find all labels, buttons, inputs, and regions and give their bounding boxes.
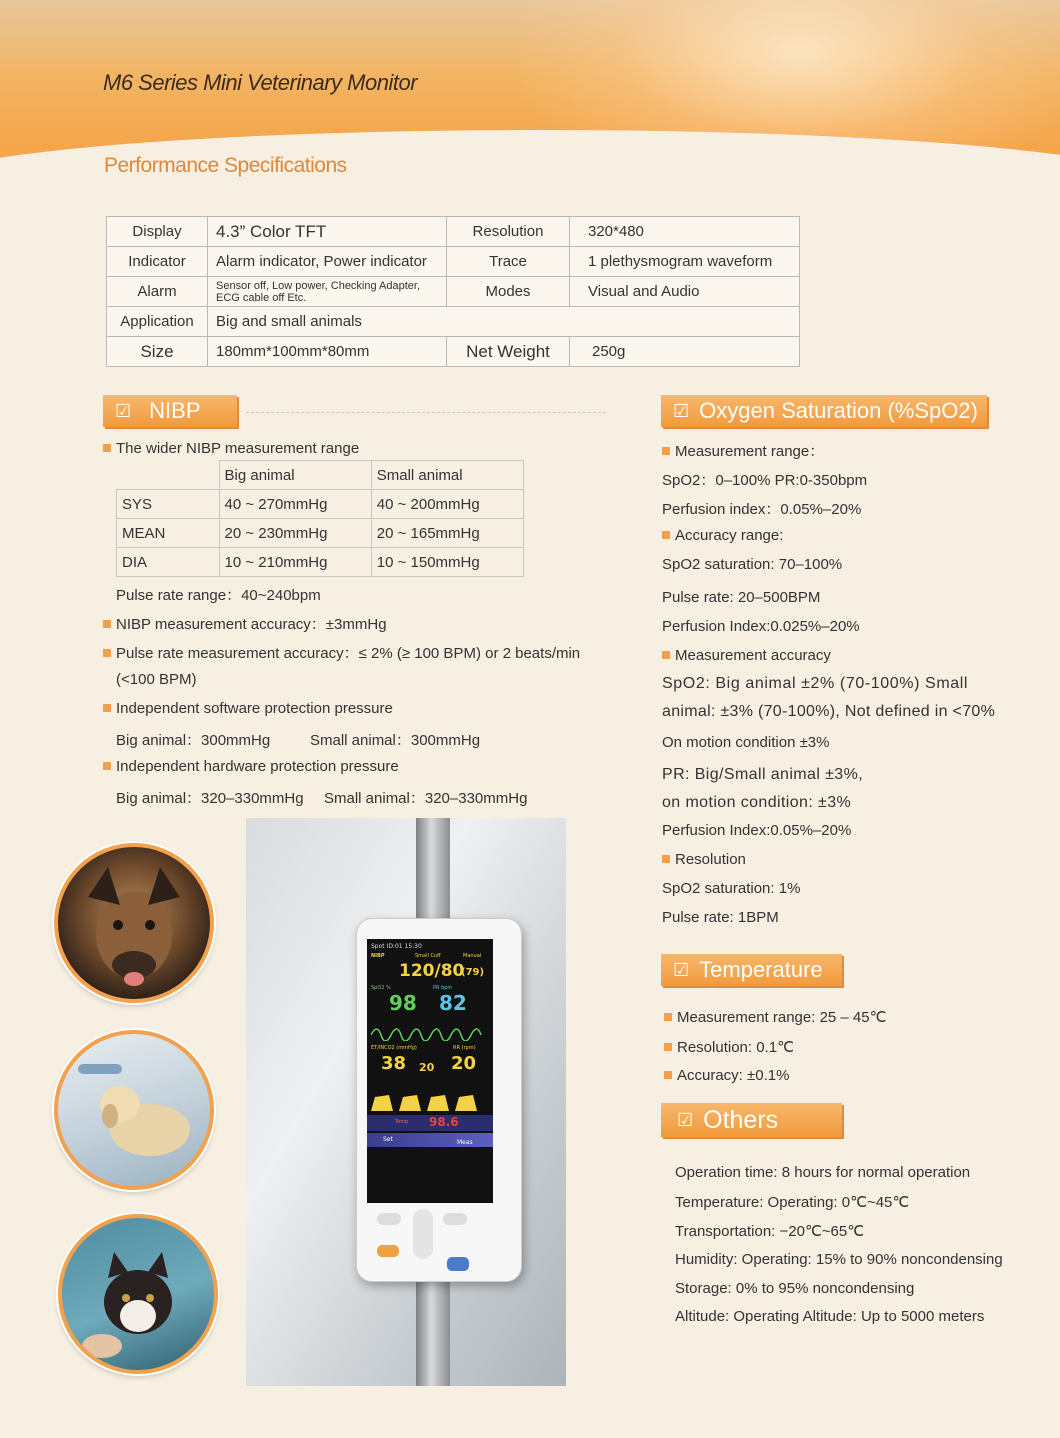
dog-illustration — [58, 847, 210, 999]
pulse-accuracy: Pulse rate measurement accuracy：≤ 2% (≥ 100 BPM) or 2 beats/min — [103, 642, 580, 663]
spo2-line: SpO2 saturation: 1% — [662, 880, 801, 897]
screen-etco2: 38 — [381, 1053, 407, 1074]
spo2-line: Measurement range： — [662, 440, 824, 461]
table-row — [117, 519, 524, 548]
spec-value: 1 plethysmogram waveform — [570, 247, 800, 277]
table-corner — [117, 461, 220, 490]
divider — [246, 412, 606, 413]
others-line: Transportation: −20℃~65℃ — [675, 1223, 865, 1240]
spec-label: Display — [107, 217, 208, 247]
spo2-line: Resolution — [662, 851, 746, 868]
screen-pr-label: PR bpm — [433, 985, 453, 991]
screen-status: Spot ID:01 15:30 — [371, 943, 422, 950]
left-key[interactable] — [377, 1213, 401, 1225]
table-row — [117, 548, 524, 577]
spec-value — [208, 277, 447, 307]
cell-big: 10 ~ 210mmHg — [219, 548, 371, 577]
software-small: Small animal：300mmHg — [310, 732, 481, 749]
screen-set: Set — [383, 1136, 393, 1143]
dog-photo — [54, 843, 214, 1003]
right-key[interactable] — [443, 1213, 467, 1225]
screen-meas: Meas — [457, 1139, 473, 1146]
cell-big: 40 ~ 270mmHg — [219, 490, 371, 519]
hardware-small: Small animal：320–330mmHg — [324, 790, 528, 807]
screen-mode: Manual — [463, 953, 482, 959]
spo2-line: Pulse rate: 20–500BPM — [662, 589, 821, 606]
nibp-range-table — [116, 460, 524, 577]
spec-value: 4.3” Color TFT — [208, 217, 447, 247]
spo2-line: SpO2 saturation: 70–100% — [662, 556, 843, 573]
vet-cat-illustration — [62, 1218, 214, 1370]
table-header: Big animal — [219, 461, 371, 490]
row-label: DIA — [117, 548, 220, 577]
vet-dog-illustration — [58, 1034, 210, 1186]
cell-small: 10 ~ 150mmHg — [371, 548, 523, 577]
screen-bp-mean: (79) — [461, 967, 485, 978]
spec-table — [106, 216, 800, 367]
alarm-line: ECG cable off Etc. — [216, 291, 307, 304]
others-line: Operation time: 8 hours for normal operation — [675, 1164, 971, 1181]
brochure-title: M6 Series Mini Veterinary Monitor — [103, 70, 418, 95]
spo2-line: On motion condition ±3% — [662, 734, 830, 751]
cell-big: 20 ~ 230mmHg — [219, 519, 371, 548]
spec-value: 250g — [570, 337, 800, 367]
checkbox-icon: ☑ — [677, 1109, 694, 1130]
pleth-waveform — [371, 1021, 489, 1041]
screen-rr: 20 — [451, 1053, 477, 1074]
others-heading-text: Others — [703, 1105, 779, 1134]
screen-temp-label: Temp — [395, 1119, 409, 1125]
alarm-line: Sensor off, Low power, Checking Adapter, — [216, 279, 421, 292]
spec-value: Alarm indicator, Power indicator — [208, 247, 447, 277]
co2-waveform — [371, 1085, 489, 1113]
nibp-range-intro: The wider NIBP measurement range — [103, 440, 359, 457]
spo2-line: SpO2：0–100% PR:0-350bpm — [662, 472, 868, 489]
screen-bp: 120/80 — [399, 961, 465, 981]
spo2-heading — [661, 395, 987, 427]
others-line: Storage: 0% to 95% noncondensing — [675, 1280, 915, 1297]
spec-value: 320*480 — [570, 217, 800, 247]
header-banner — [0, 0, 1060, 215]
row-label: MEAN — [117, 519, 220, 548]
screen-spo2-label: SpO2 % — [371, 985, 391, 991]
power-key[interactable] — [377, 1245, 399, 1257]
spec-value: Visual and Audio — [570, 277, 800, 307]
nav-rocker[interactable] — [413, 1209, 433, 1259]
hardware-protection: Independent hardware protection pressure — [103, 758, 399, 775]
product-photo — [246, 818, 566, 1386]
screen-rr-label: RR (rpm) — [453, 1045, 476, 1051]
temp-range: Measurement range: 25 – 45℃ — [664, 1008, 886, 1026]
checkbox-icon: ☑ — [673, 400, 690, 421]
table-row — [117, 490, 524, 519]
vet-cat-photo — [58, 1214, 218, 1374]
monitor-device — [356, 918, 522, 1282]
row-label: SYS — [117, 490, 220, 519]
spec-label: Modes — [447, 277, 570, 307]
cell-small: 40 ~ 200mmHg — [371, 490, 523, 519]
nibp-heading — [103, 395, 237, 427]
vet-dog-photo — [54, 1030, 214, 1190]
spo2-heading-text: Oxygen Saturation (%SpO2) — [699, 398, 978, 423]
spec-label: Net Weight — [447, 337, 570, 367]
spo2-line: Pulse rate: 1BPM — [662, 909, 779, 926]
spo2-line: SpO2: Big animal ±2% (70-100%) Small — [662, 675, 969, 692]
software-big: Big animal：300mmHg — [116, 732, 271, 749]
spo2-line: Measurement accuracy — [662, 647, 831, 664]
screen-temp-value: 98.6 — [429, 1115, 459, 1129]
others-line: Temperature: Operating: 0℃~45℃ — [675, 1194, 910, 1211]
spo2-line: PR: Big/Small animal ±3%, — [662, 766, 864, 783]
temp-accuracy: Accuracy: ±0.1% — [664, 1067, 789, 1084]
temp-resolution: Resolution: 0.1℃ — [664, 1038, 794, 1056]
spo2-line: on motion condition: ±3% — [662, 794, 852, 811]
spec-label: Size — [107, 337, 208, 367]
temperature-heading — [661, 954, 842, 986]
others-heading — [661, 1103, 842, 1137]
spo2-line: Accuracy range: — [662, 527, 783, 544]
table-header: Small animal — [371, 461, 523, 490]
others-line: Humidity: Operating: 15% to 90% noncondensing — [675, 1251, 1003, 1268]
nibp-heading-text: NIBP — [149, 398, 201, 423]
hardware-big: Big animal：320–330mmHg — [116, 790, 304, 807]
pulse-range: Pulse rate range：40~240bpm — [116, 587, 321, 604]
spec-label: Trace — [447, 247, 570, 277]
spo2-line: Perfusion Index:0.05%–20% — [662, 822, 852, 839]
software-protection: Independent software protection pressure — [103, 700, 393, 717]
spec-label: Alarm — [107, 277, 208, 307]
screen-cuff: Small Cuff — [415, 953, 441, 959]
temperature-heading-text: Temperature — [699, 957, 823, 982]
others-line: Altitude: Operating Altitude: Up to 5000 meters — [675, 1308, 985, 1325]
screen-inco2: 20 — [419, 1061, 435, 1074]
screen-spo2-value: 98 — [389, 991, 417, 1015]
screen-nibp-label: NIBP — [371, 953, 385, 959]
checkbox-icon: ☑ — [673, 959, 690, 980]
performance-title: Performance Specifications — [104, 154, 347, 177]
spo2-line: Perfusion Index:0.025%–20% — [662, 618, 860, 635]
spo2-line: animal: ±3% (70-100%), Not defined in <70% — [662, 703, 996, 720]
spo2-line: Perfusion index：0.05%–20% — [662, 501, 862, 518]
menu-key[interactable] — [447, 1257, 469, 1271]
nibp-accuracy: NIBP measurement accuracy：±3mmHg — [103, 613, 387, 634]
pulse-accuracy-cont: (<100 BPM) — [116, 671, 197, 688]
spec-label: Indicator — [107, 247, 208, 277]
screen-co2-label: ET/INCO2 (mmHg) — [371, 1045, 417, 1051]
screen-pr-value: 82 — [439, 991, 467, 1015]
checkbox-icon: ☑ — [115, 400, 132, 421]
spec-label: Resolution — [447, 217, 570, 247]
spec-label: Application — [107, 307, 208, 337]
spec-value: Big and small animals — [208, 307, 800, 337]
cell-small: 20 ~ 165mmHg — [371, 519, 523, 548]
spec-value: 180mm*100mm*80mm — [208, 337, 447, 367]
monitor-screen — [367, 939, 493, 1203]
